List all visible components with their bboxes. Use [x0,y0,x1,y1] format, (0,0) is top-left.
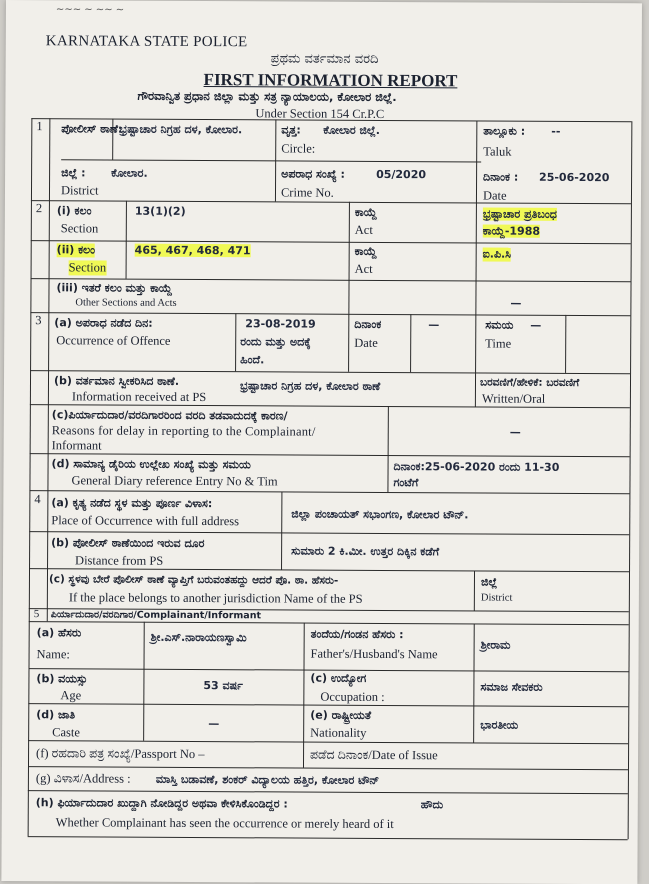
gd-entry-value: ದಿನಾಂಕ:25-06-2020 ರಂದು 11-30 [393,460,560,474]
other-district-label-en: District [480,592,513,604]
police-station-value: ಭ್ರಷ್ಟಾಚಾರ ನಿಗ್ರಹ ದಳ, ಕೋಲಾರ. [119,122,243,137]
court-name: ಗೌರವಾನ್ವಿತ ಪ್ರಧಾನ ಜಿಲ್ಲಾ ಮತ್ತು ಸತ್ರ ನ್ಯಾಯಾಲಯ, ಕೋಲಾರ ಜಿಲ್ಲೆ. [137,88,397,105]
row-number-5: 5 [33,608,40,621]
name-label-en: Name: [36,647,70,662]
act-i-value-text: ಭ್ರಷ್ಟಾಚಾರ ಪ್ರತಿಬಂಧ ಕಾಯ್ದೆ-1988 [482,207,557,238]
place-value: ಜಿಲ್ಲಾ ಪಂಚಾಯತ್ ಸಭಾಂಗಣ, ಕೋಲಾರ ಟೌನ್. [291,507,469,522]
occ-date-label-kn: ದಿನಾಂಕ [354,317,382,331]
row-number-4: 4 [34,492,41,507]
other-sections-value: — [510,296,522,310]
row-number-1: 1 [36,119,43,134]
act-ii-label-kn: ಕಾಯ್ದೆ [354,244,377,258]
other-district-label-kn: ಜಿಲ್ಲೆ [480,575,498,589]
date-label-kn: ದಿನಾಂಕ : [483,170,519,184]
written-oral-kn: ಬರವಣಿಗೆ/ಹೇಳಿಕೆ: ಬರವಣಿಗೆ [479,376,580,390]
caste-value: — [208,717,220,731]
occurrence-label-en: Occurrence of Offence [56,333,171,348]
age-label-kn: (b) ವಯಸ್ಸು [36,672,88,686]
section-i-label-en: Section [60,221,99,236]
district-value: ಕೋಲಾರ. [111,166,148,180]
delay-reason-label-en: Reasons for delay in reporting to the Complainant/ [51,423,316,439]
taluk-value: -- [551,124,561,138]
district-label-kn: ಜಿಲ್ಲೆ : [61,166,86,180]
address-value: ಮಾಸ್ತಿ ಬಡಾವಣೆ, ಶಂಕರ್ ವಿದ್ಯಾಲಯ ಹತ್ತಿರ, ಕೋಲಾರ ಟೌನ್ [155,772,380,787]
info-received-label-kn: (b) ವರ್ತಮಾನ ಸ್ವೀಕರಿಸಿದ ಠಾಣೆ. [53,374,180,388]
occurrence-date-note: ರಂದು ಮತ್ತು ಅದಕ್ಕೆ [240,335,311,349]
section-ii-value: 465, 467, 468, 471 [134,243,251,258]
act-i-label-en: Act [354,222,373,237]
police-name: KARNATAKA STATE POLICE [45,33,248,51]
occurrence-date: 23-08-2019 [245,317,316,331]
age-value: 53 ವರ್ಷ [203,679,243,693]
delay-reason-label-kn: (c)ಪಿರ್ಯಾದುದಾರ/ವರದಿಗಾರರಿಂದ ವರದಿ ತಡವಾದುದಕ್ಕೆ ಕಾರಣ/ [51,408,288,423]
other-ps-label-en: If the place belongs to another jurisdiction Name of the PS [68,590,363,606]
section-i-label-kn: (i) ಕಲಂ [56,204,92,218]
date-of-issue-label: ಪಡೆದ ದಿನಾಂಕ/Date of Issue [310,747,438,763]
place-label-kn: (a) ಕೃತ್ಯ ನಡೆದ ಸ್ಥಳ ಮತ್ತು ಪೂರ್ಣ ವಿಳಾಸ: [51,496,213,511]
occupation-value: ಸಮಾಜ ಸೇವಕರು [480,680,543,694]
row-number-3: 3 [35,313,42,328]
date-value: 25-06-2020 [539,170,610,185]
nationality-value: ಭಾರತೀಯ [480,718,519,732]
occurrence-date-note-2: ಹಿಂದೆ. [240,353,265,367]
act-ii-value: ಐ.ಪಿ.ಸಿ [482,247,512,261]
crime-no-label-kn: ಅಪರಾಧ ಸಂಖ್ಯೆ : [281,167,345,181]
witness-label-en: Whether Complainant has seen the occurrence or merely heard of it [55,815,394,832]
circle-value: ಕೋಲಾರ ಜಿಲ್ಲೆ. [323,123,381,137]
fir-document [1,0,642,884]
passport-label: (f) ರಹದಾರಿ ಪತ್ರ ಸಂಖ್ಯೆ/Passport No – [36,746,205,762]
act-i-value [483,207,603,241]
distance-label-kn: (b) ಪೋಲೀಸ್ ಠಾಣೆಯಿಂದ ಇರುವ ದೂರ [51,536,205,551]
title-english: FIRST INFORMATION REPORT [203,70,458,91]
district-label-en: District [60,183,99,198]
name-value: ಶ್ರೀ.ಎಸ್.ನಾರಾಯಣಸ್ವಾಮಿ [150,630,247,645]
gd-entry-label-kn: (d) ಸಾಮಾನ್ಯ ಡೈರಿಯ ಉಲ್ಲೇಖ ಸಂಖ್ಯೆ ಮತ್ತು ಸಮಯ [51,457,251,472]
other-sections-label-en: Other Sections and Acts [75,297,177,309]
occupation-label-kn: (c) ಉದ್ಯೋಗ [310,671,367,685]
nationality-label-en: Nationality [310,725,367,740]
circle-label-en: Circle: [281,141,316,156]
info-received-value: ಭ್ರಷ್ಟಾಚಾರ ನಿಗ್ರಹ ದಳ, ಕೋಲಾರ ಠಾಣೆ [239,379,381,393]
section-ii-label-kn: (ii) ಕಲಂ [56,243,96,257]
occurrence-label-kn: (a) ಅಪರಾಧ ನಡೆದ ದಿನ: [54,316,153,330]
occ-time-label-en: Time [485,336,512,351]
other-sections-label-kn: (iii) ಇತರೆ ಕಲಂ ಮತ್ತು ಕಾಯ್ದೆ [56,281,173,295]
circle-label-kn: ವೃತ್ತ: [281,123,301,137]
distance-value: ಸುಮಾರು 2 ಕಿ.ಮೀ. ಉತ್ತರ ದಿಕ್ಕಿನ ಕಡೆಗೆ [291,544,440,559]
caste-label-kn: (d) ಜಾತಿ [36,708,76,722]
complainant-heading: ಪಿರ್ಯಾದುದಾರ/ವರದಿಗಾರ/Complainant/Informant [50,609,262,622]
taluk-label-en: Taluk [483,144,512,159]
occupation-label-en: Occupation : [320,689,385,704]
occ-time-value: — [530,318,542,332]
gd-entry-label-en: General Diary reference Entry No & Tim [71,473,278,489]
gd-entry-value-2: ಗಂಟೆಗೆ [393,476,419,490]
occ-time-label-kn: ಸಮಯ [485,318,514,332]
caste-label-en: Caste [52,725,80,740]
title-kannada: ಪ್ರಥಮ ವರ್ತಮಾನ ವರದಿ [270,51,379,67]
place-label-en: Place of Occurrence with full address [51,513,240,529]
written-oral-en: Written/Oral [481,391,546,406]
occ-date-label-en: Date [354,335,378,350]
other-ps-label-kn: (c) ಸ್ಥಳವು ಬೇರೆ ಪೊಲೀಸ್ ಠಾಣೆ ವ್ಯಾಪ್ತಿಗೆ ಬರುವಂತಹದ್ದು ಆದರೆ ಪೊ. ಠಾ. ಹೆಸರು- [48,573,339,587]
section-i-value: 13(1)(2) [134,204,186,218]
age-label-en: Age [60,688,82,703]
delay-reason-label-en-2: Informant [51,438,102,453]
section-ii-label-en: Section [68,260,107,275]
document-header [5,0,642,123]
name-label-kn: (a) ಹೆಸರು [36,626,82,640]
witness-value: ಹೌದು [420,798,444,812]
father-value: ಶ್ರೀರಾಮ [480,638,511,652]
crime-no-value: 05/2020 [376,167,427,182]
father-label-en: Father's/Husband's Name [310,646,438,662]
top-scribble: ~~~ ~ ~~ ~ [55,4,125,16]
address-label: (g) ವಿಳಾಸ/Address : [35,771,131,786]
act-ii-label-en: Act [354,261,373,276]
police-station-label: ಪೋಲೀಸ್ ಠಾಣೆ: [61,122,123,136]
father-label-kn: ತಂದೆಯ/ಗಂಡನ ಹೆಸರು : [310,627,404,642]
crime-no-label-en: Crime No. [280,185,334,200]
info-received-label-en: Information received at PS [71,389,207,405]
witness-label-kn: (h) ಫಿರ್ಯಾದುದಾರ ಖುದ್ದಾಗಿ ನೋಡಿದ್ದರ ಅಥವಾ ಕೇಳಿಸಿಕೊಂಡಿದ್ದರ : [35,796,288,811]
taluk-label-kn: ತಾಲ್ಲೂಕು : [483,124,526,138]
fir-table [28,118,640,861]
nationality-label-kn: (e) ರಾಷ್ಟ್ರೀಯತೆ [310,708,372,722]
date-label-en: Date [482,188,507,203]
act-i-label-kn: ಕಾಯ್ದೆ [354,205,377,219]
row-number-2: 2 [35,201,43,216]
distance-label-en: Distance from PS [75,553,164,568]
delay-reason-value: — [509,425,521,439]
occ-date-value: — [428,318,440,332]
section-line: Under Section 154 Cr.P.C [255,106,385,121]
